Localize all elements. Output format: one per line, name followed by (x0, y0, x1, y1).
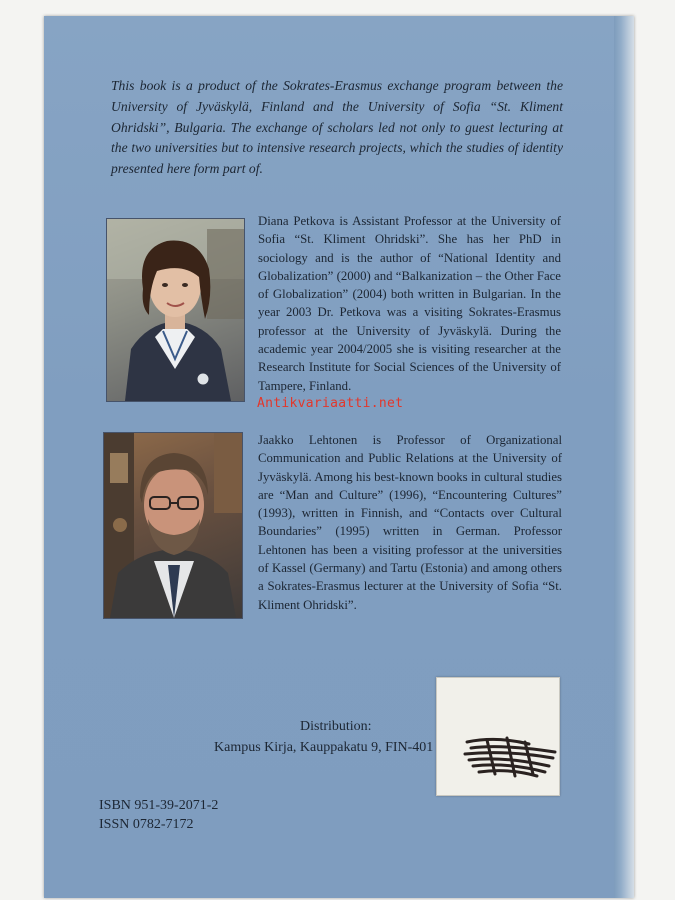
distribution-label: Distribution: (300, 719, 372, 734)
page-edge (614, 16, 634, 898)
author-photo-lehtonen (103, 432, 243, 619)
isbn-number: ISBN 951-39-2071-2 (99, 798, 219, 813)
distribution-address: Kampus Kirja, Kauppakatu 9, FIN-401 (214, 740, 434, 755)
identifiers (99, 796, 218, 834)
issn-number: ISSN 0782-7172 (99, 817, 194, 832)
watermark: Antikvariaatti.net (257, 396, 404, 411)
portrait-woman-image (107, 219, 244, 401)
crossed-out-scribble-icon (437, 678, 559, 795)
book-blurb: This book is a product of the Sokrates-Erasmus exchange program between the University of Jyväskylä, Finland and the University of Sofia “St. Kliment Ohridski”, Bulgaria. The exchange of scholars led not only to guest lecturing at the two universities but to intensive research projects, which the studies of identity presented here form part of. (111, 78, 563, 177)
author-bio-lehtonen: Jaakko Lehtonen is Professor of Organizational Communication and Public Relations at the University of Jyväskylä. Among his best-known books in cultural studies are “Man and Culture” (1996), “Encountering Cultures” (1993), written in Finnish, and “Contacts over Cultural Boundaries” (1995) written in German. Professor Lehtonen has been a visiting professor at the universities of Kassel (Germany) and Tartu (Estonia) and among others a Sokrates-Erasmus lecturer at the University of Sofia “St. Kliment Ohridski”. (258, 433, 562, 612)
author-bio-petkova: Diana Petkova is Assistant Professor at the University of Sofia “St. Kliment Ohridski”. She has her PhD in sociology and is the author of “National Identity and Globalization” (2000) and “Balkanization – the Other Face of Globalization” (2004) both written in Bulgarian. In the year 2003 Dr. Petkova was a visiting Sokrates-Erasmus professor at the University of Jyväskylä. During the academic year 2004/2005 she is visiting researcher at the Research Institute for Social Sciences of the University of Tampere, Finland. (258, 214, 561, 393)
author-photo-petkova (106, 218, 245, 402)
price-sticker (436, 677, 560, 796)
portrait-man-image (104, 433, 242, 618)
